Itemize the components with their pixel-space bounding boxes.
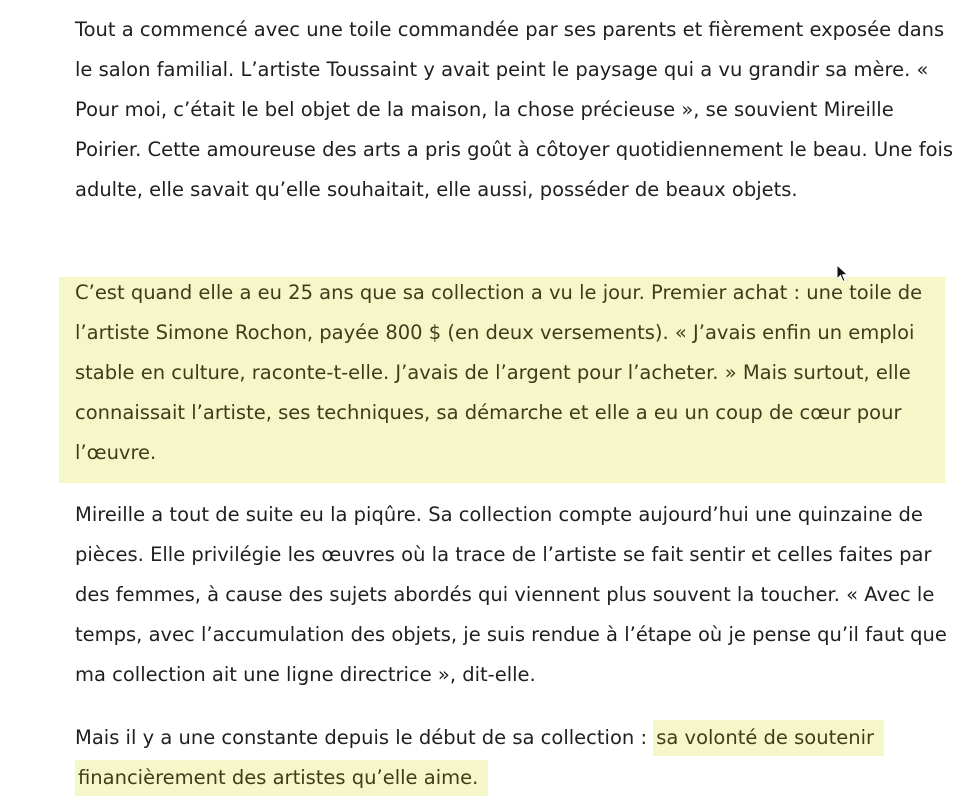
paragraph-3: Mireille a tout de suite eu la piqûre. Sa collection compte aujourd’hui une quinzaine de pièces. Elle privilégie les œuvres où la trace de l’artiste se fait sentir et celles faites par des femmes, à cause des sujets abordés qui viennent plus souvent la toucher. « Avec le temps, avec l’accumulation des objets, je suis rendue à l’étape où je pense qu’il faut que ma collection ait une ligne directrice », dit-elle.	[75, 503, 947, 686]
paragraph-2-highlighted: C’est quand elle a eu 25 ans que sa collection a vu le jour. Premier achat : une toile de l’artiste Simone Rochon, payée 800 $ (en deux versements). « J’avais enfin un emploi stable en culture, raconte-t-elle. J’avais de l’argent pour l’acheter. » Mais surtout, elle connaissait l’artiste, ses techniques, sa démarche et elle a eu un coup de cœur pour l’œuvre.	[75, 281, 923, 464]
paragraph-1: Tout a commencé avec une toile commandée par ses parents et fièrement exposée dans le salon familial. L’artiste Toussaint y avait peint le paysage qui a vu grandir sa mère. « Pour moi, c’était le bel objet de la maison, la chose précieuse », se souvient Mireille Poirier. Cette amoureuse des arts a pris goût à côtoyer quotidiennement le beau. Une fois adulte, elle savait qu’elle souhaitait, elle aussi, posséder de beaux objets.	[75, 18, 954, 201]
mouse-pointer-icon	[836, 264, 850, 284]
highlighted-phrase: sa volonté de soutenir financièrement des artistes qu’elle aime.	[75, 720, 884, 796]
paragraph-4-text: Mais il y a une constante depuis le début de sa collection :	[75, 726, 654, 749]
paragraph-4	[75, 718, 955, 798]
